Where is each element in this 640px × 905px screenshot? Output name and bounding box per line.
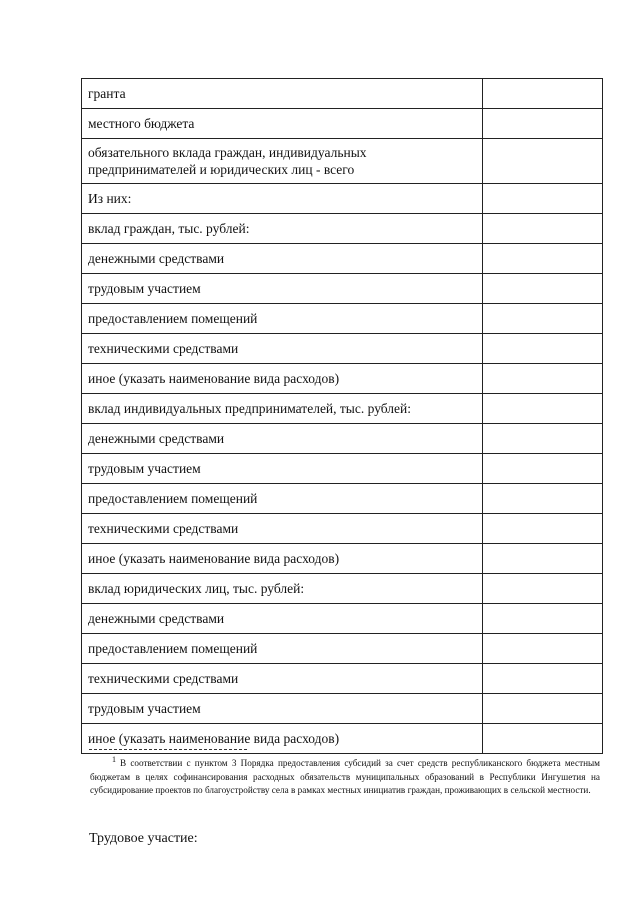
table-row bbox=[82, 304, 603, 334]
table-row bbox=[82, 394, 603, 424]
table-row bbox=[82, 364, 603, 394]
row-value-cell[interactable] bbox=[483, 274, 603, 304]
table-row bbox=[82, 244, 603, 274]
table-row bbox=[82, 109, 603, 139]
row-label: местного бюджета bbox=[82, 109, 483, 139]
row-label: иное (указать наименование вида расходов) bbox=[82, 364, 483, 394]
row-value-cell[interactable] bbox=[483, 424, 603, 454]
table-row bbox=[82, 694, 603, 724]
table-row bbox=[82, 484, 603, 514]
table-row bbox=[82, 274, 603, 304]
table-row bbox=[82, 79, 603, 109]
row-label: трудовым участием bbox=[82, 694, 483, 724]
row-value-cell[interactable] bbox=[483, 544, 603, 574]
section-title: Трудовое участие: bbox=[89, 831, 198, 846]
row-label: техническими средствами bbox=[82, 334, 483, 364]
row-value-cell[interactable] bbox=[483, 664, 603, 694]
row-label: предоставлением помещений bbox=[82, 304, 483, 334]
row-value-cell[interactable] bbox=[483, 214, 603, 244]
table-row bbox=[82, 514, 603, 544]
row-label: денежными средствами bbox=[82, 244, 483, 274]
row-label: вклад граждан, тыс. рублей: bbox=[82, 214, 483, 244]
contribution-table bbox=[81, 78, 603, 754]
row-label: иное (указать наименование вида расходов) bbox=[82, 544, 483, 574]
row-value-cell[interactable] bbox=[483, 184, 603, 214]
table-row bbox=[82, 184, 603, 214]
table-row bbox=[82, 604, 603, 634]
row-label: техническими средствами bbox=[82, 664, 483, 694]
table-row bbox=[82, 544, 603, 574]
row-label: трудовым участием bbox=[82, 454, 483, 484]
row-label: денежными средствами bbox=[82, 604, 483, 634]
row-value-cell[interactable] bbox=[483, 109, 603, 139]
row-label: обязательного вклада граждан, индивидуальных предпринимателей и юридических лиц - всего bbox=[82, 139, 483, 184]
footnote bbox=[90, 753, 600, 798]
row-value-cell[interactable] bbox=[483, 304, 603, 334]
row-label: вклад индивидуальных предпринимателей, тыс. рублей: bbox=[82, 394, 483, 424]
row-label: гранта bbox=[82, 79, 483, 109]
row-label: трудовым участием bbox=[82, 274, 483, 304]
row-value-cell[interactable] bbox=[483, 604, 603, 634]
row-value-cell[interactable] bbox=[483, 514, 603, 544]
row-label: вклад юридических лиц, тыс. рублей: bbox=[82, 574, 483, 604]
row-value-cell[interactable] bbox=[483, 364, 603, 394]
row-label: предоставлением помещений bbox=[82, 634, 483, 664]
row-value-cell[interactable] bbox=[483, 724, 603, 754]
row-value-cell[interactable] bbox=[483, 334, 603, 364]
table-row bbox=[82, 574, 603, 604]
row-value-cell[interactable] bbox=[483, 574, 603, 604]
row-value-cell[interactable] bbox=[483, 484, 603, 514]
row-value-cell[interactable] bbox=[483, 394, 603, 424]
table-row bbox=[82, 424, 603, 454]
row-label: техническими средствами bbox=[82, 514, 483, 544]
table-row bbox=[82, 214, 603, 244]
table-row bbox=[82, 139, 603, 184]
footnote-separator bbox=[89, 749, 247, 750]
row-label: Из них: bbox=[82, 184, 483, 214]
table-row bbox=[82, 634, 603, 664]
row-value-cell[interactable] bbox=[483, 454, 603, 484]
row-label: предоставлением помещений bbox=[82, 484, 483, 514]
row-label: иное (указать наименование вида расходов) bbox=[82, 724, 483, 754]
row-value-cell[interactable] bbox=[483, 139, 603, 184]
table-row bbox=[82, 664, 603, 694]
row-value-cell[interactable] bbox=[483, 244, 603, 274]
row-label: денежными средствами bbox=[82, 424, 483, 454]
table-row bbox=[82, 454, 603, 484]
footnote-text: В соответствии с пунктом 3 Порядка предоставления субсидий за счет средств республиканского бюджета местным бюджетам в целях софинансирования расходных обязательств муниципальных образований в Республики Ингушетия на субсидирование проектов по благоустройству села в рамках местных инициатив граждан, проживающих в сельской местности. bbox=[90, 758, 600, 796]
row-value-cell[interactable] bbox=[483, 79, 603, 109]
footnote-marker: 1 bbox=[112, 755, 116, 764]
row-value-cell[interactable] bbox=[483, 634, 603, 664]
table-row bbox=[82, 334, 603, 364]
row-value-cell[interactable] bbox=[483, 694, 603, 724]
